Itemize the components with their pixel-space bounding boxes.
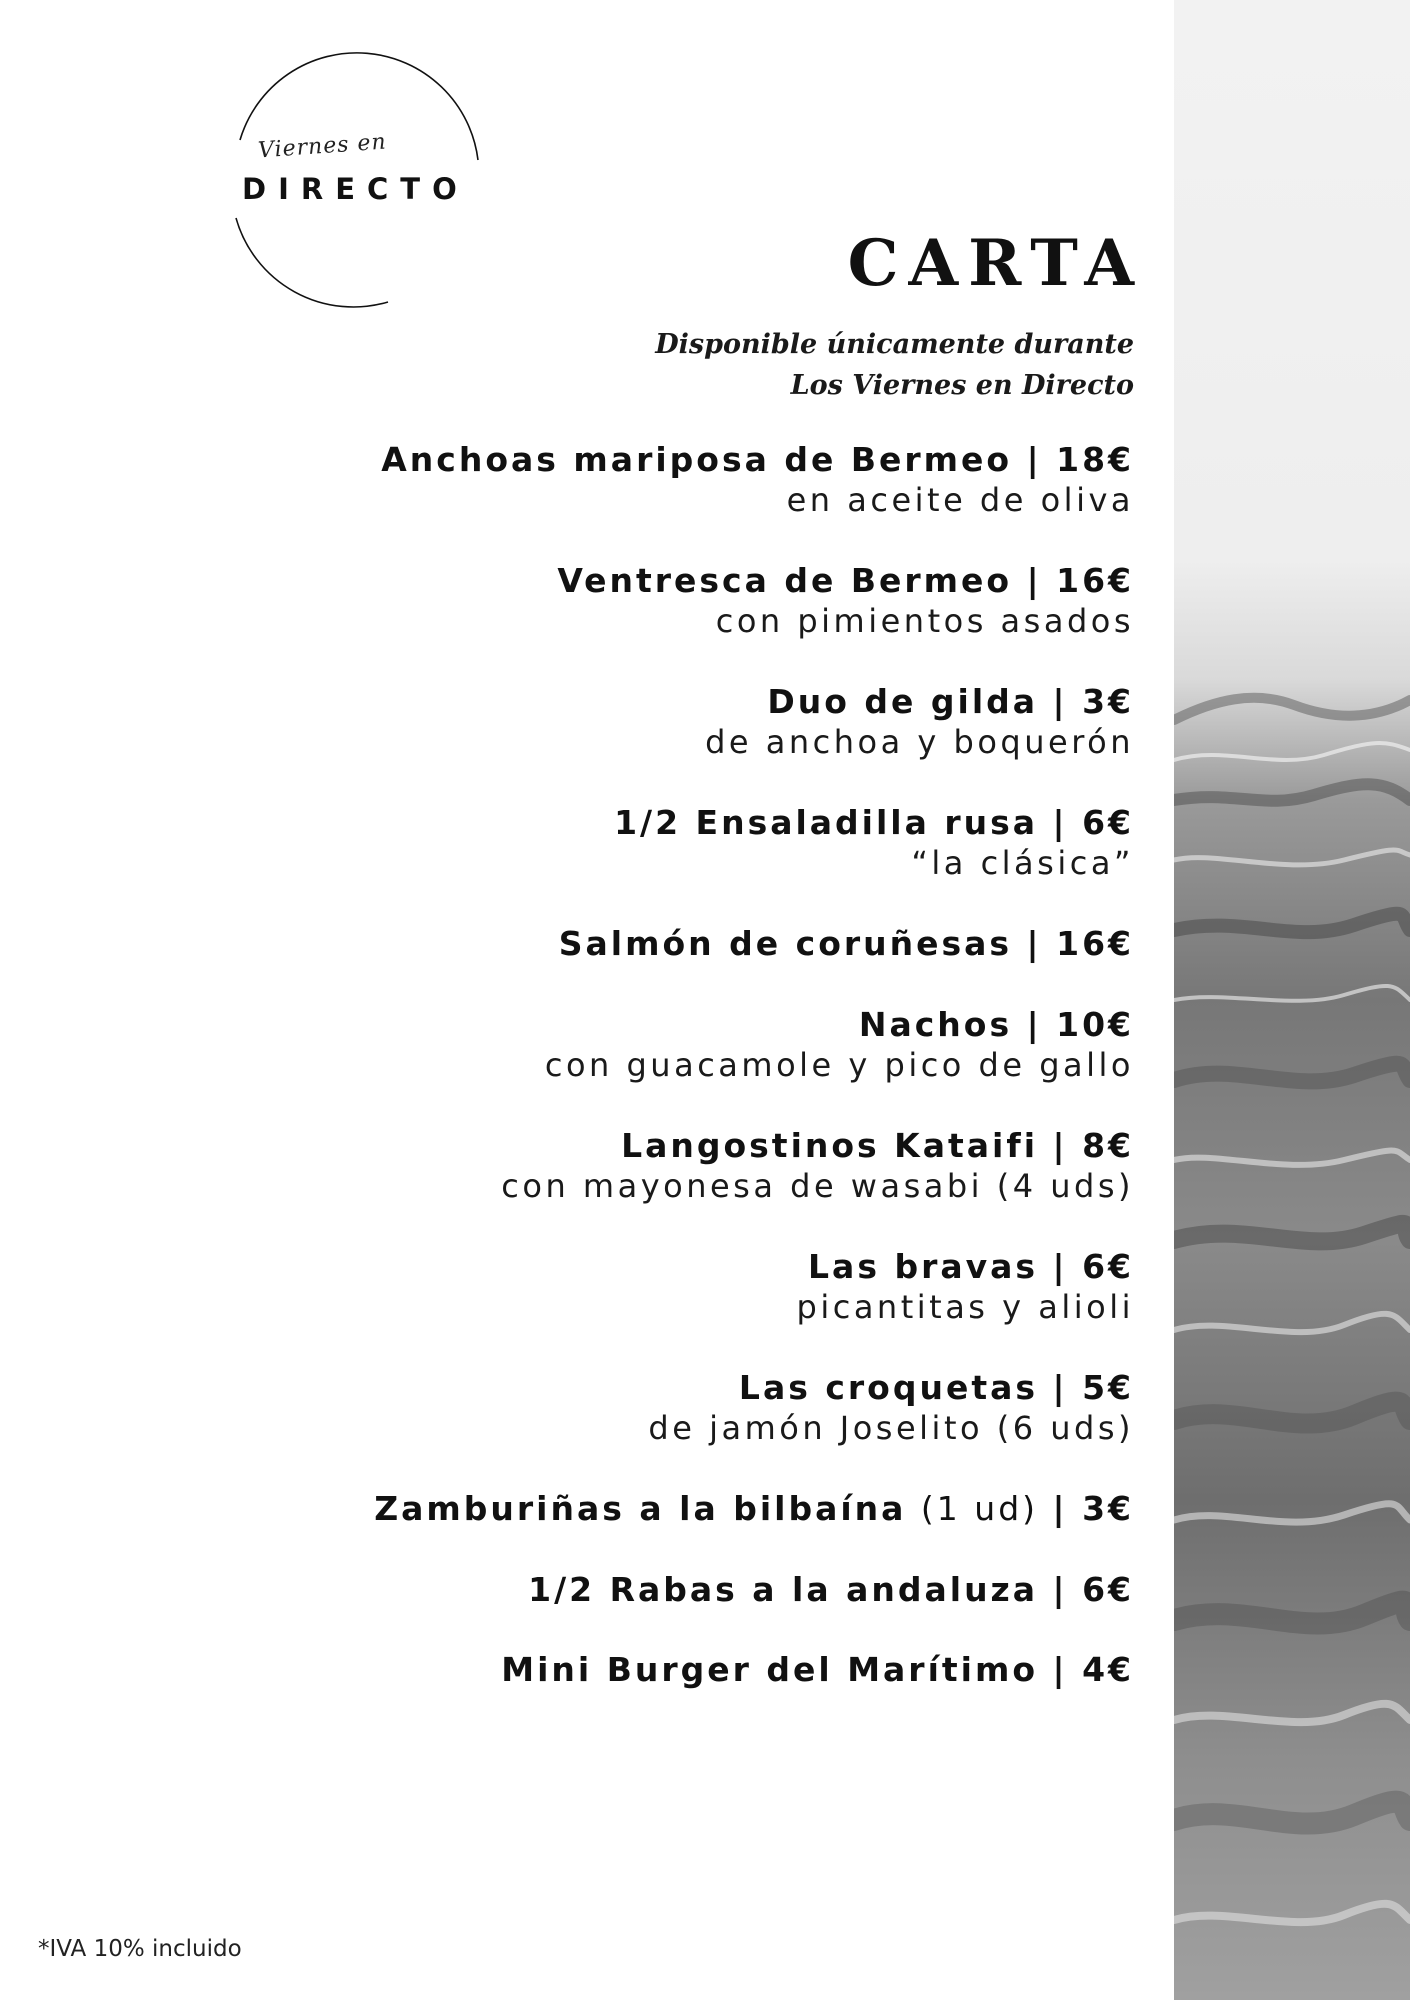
menu-item-name: Salmón de coruñesas | 16€ xyxy=(558,924,1134,963)
menu-item xyxy=(234,1489,1134,1529)
menu-item-description: picantitas y alioli xyxy=(796,1288,1134,1326)
menu-item xyxy=(234,1570,1134,1610)
menu-item-name: Mini Burger del Marítimo | 4€ xyxy=(501,1650,1134,1689)
page-subtitle xyxy=(514,324,1134,406)
menu-item xyxy=(234,1247,1134,1327)
menu-item xyxy=(234,803,1134,883)
menu-item xyxy=(234,924,1134,964)
menu-item-name-price: | 3€ xyxy=(1052,1489,1134,1528)
menu-item-description: con pimientos asados xyxy=(715,602,1134,640)
water-waves-decoration xyxy=(1174,0,1410,2000)
menu-item-description: en aceite de oliva xyxy=(786,481,1134,519)
menu-item-name: Las croquetas | 5€ xyxy=(738,1368,1134,1407)
menu-item-name: Nachos | 10€ xyxy=(858,1005,1134,1044)
menu-item xyxy=(234,682,1134,762)
logo xyxy=(210,50,500,320)
tax-footnote: *IVA 10% incluido xyxy=(38,1936,242,1962)
menu-item-description: de jamón Joselito (6 uds) xyxy=(648,1409,1134,1447)
menu-item-name: 1/2 Ensaladilla rusa | 6€ xyxy=(614,803,1134,842)
menu-item-name-main: Zamburiñas a la bilbaína xyxy=(374,1489,907,1528)
menu-item-description: con guacamole y pico de gallo xyxy=(544,1046,1134,1084)
menu-item-name: Duo de gilda | 3€ xyxy=(767,682,1134,721)
menu-item-name: 1/2 Rabas a la andaluza | 6€ xyxy=(528,1570,1134,1609)
water-photo-panel xyxy=(1174,0,1410,2000)
subtitle-line-1: Disponible únicamente durante xyxy=(655,329,1134,360)
menu-item xyxy=(234,1368,1134,1448)
logo-main-text: DIRECTO xyxy=(242,172,469,206)
menu-item-name xyxy=(234,1489,1134,1529)
menu-item xyxy=(234,1126,1134,1206)
page-title: CARTA xyxy=(847,226,1144,301)
menu-item-name-quantity: (1 ud) xyxy=(920,1489,1039,1528)
menu-item-name: Las bravas | 6€ xyxy=(808,1247,1134,1286)
logo-script-text: Viernes en xyxy=(257,129,388,164)
menu-item-description: de anchoa y boquerón xyxy=(705,723,1134,761)
menu-item xyxy=(234,561,1134,641)
menu-item-name: Anchoas mariposa de Bermeo | 18€ xyxy=(381,440,1134,479)
menu-item-description: “la clásica” xyxy=(911,844,1134,882)
subtitle-line-2: Los Viernes en Directo xyxy=(790,370,1134,401)
menu-item-name: Ventresca de Bermeo | 16€ xyxy=(557,561,1134,600)
menu-item xyxy=(234,440,1134,520)
menu-item xyxy=(234,1005,1134,1085)
menu-item-description: con mayonesa de wasabi (4 uds) xyxy=(501,1167,1134,1205)
menu-item xyxy=(234,1650,1134,1690)
menu-item-name: Langostinos Kataifi | 8€ xyxy=(621,1126,1134,1165)
